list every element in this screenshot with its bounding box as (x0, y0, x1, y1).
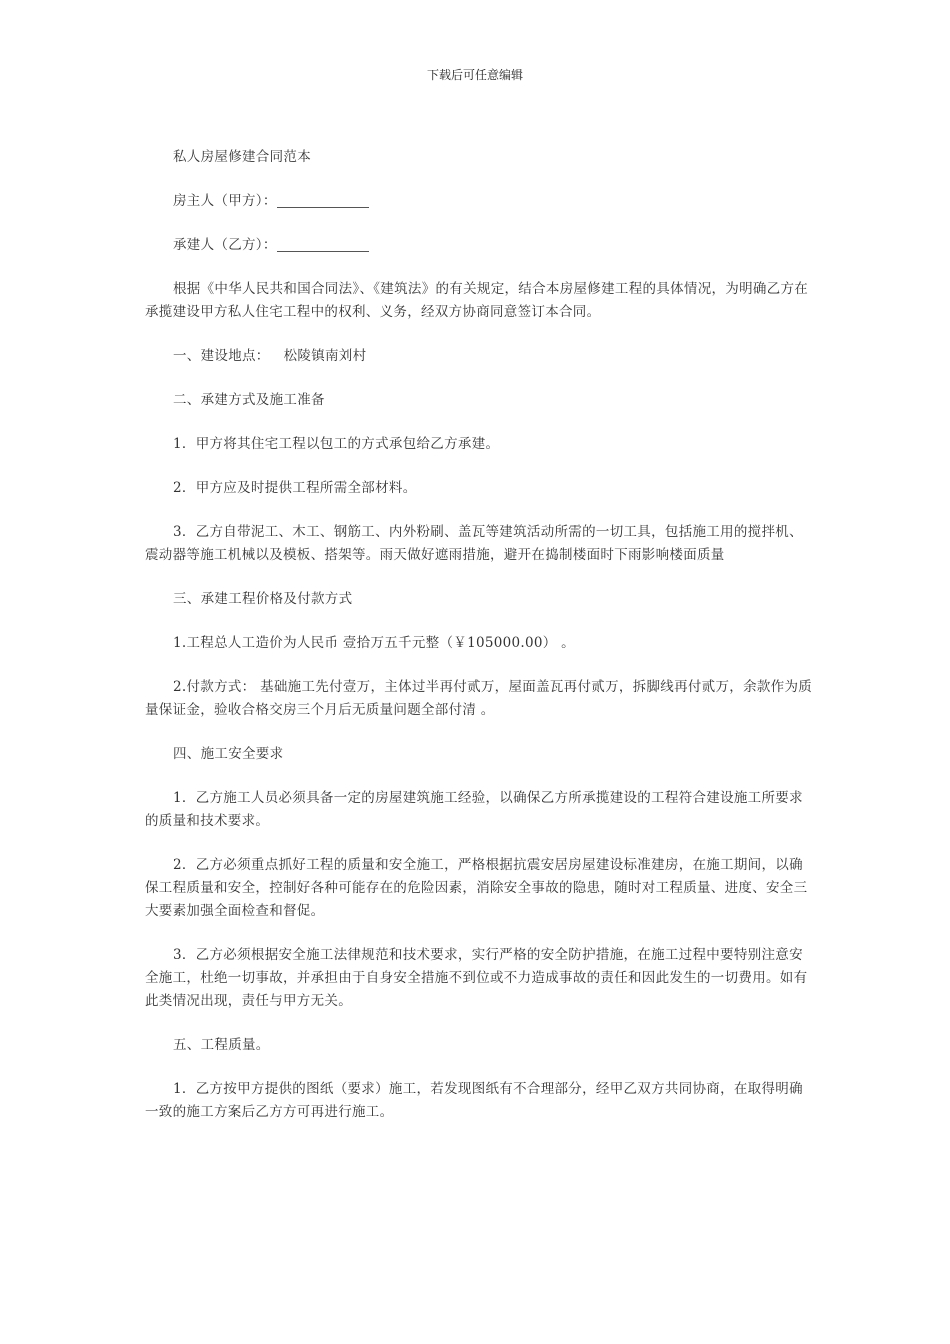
party-b-line (145, 234, 815, 257)
section-2-heading: 二、承建方式及施工准备 (173, 392, 325, 408)
party-a-line (145, 190, 815, 213)
section-3-clause-1: 1.工程总人工造价为人民币 壹拾万五千元整（￥105000.00） 。 (173, 635, 575, 651)
party-a-label: 房主人（甲方）： (173, 193, 277, 209)
section-4-clause-1: 1．乙方施工人员必须具备一定的房屋建筑施工经验，以确保乙方所承揽建设的工程符合建设施工所要求的质量和技术要求。 (145, 790, 803, 829)
section-2-clause-1: 1．甲方将其住宅工程以包工的方式承包给乙方承建。 (173, 436, 500, 452)
party-b-blank (277, 237, 369, 252)
preamble: 根据《中华人民共和国合同法》、《建筑法》的有关规定，结合本房屋修建工程的具体情况，为明确乙方在承揽建设甲方私人住宅工程中的权利、义务，经双方协商同意签订本合同。 (145, 281, 809, 320)
section-3-heading: 三、承建工程价格及付款方式 (173, 591, 353, 607)
section-2-clause-3: 3．乙方自带泥工、木工、钢筋工、内外粉刷、盖瓦等建筑活动所需的一切工具，包括施工用的搅拌机、震动器等施工机械以及模板、搭架等。雨天做好遮雨措施，避开在捣制楼面时下雨影响楼面质量 (145, 524, 803, 563)
party-a-blank (277, 193, 369, 208)
document-title: 私人房屋修建合同范本 (173, 149, 311, 165)
construction-site: 松陵镇南刘村 (283, 348, 367, 364)
section-5-clause-1: 1．乙方按甲方提供的图纸（要求）施工，若发现图纸有不合理部分，经甲乙双方共同协商，在取得明确一致的施工方案后乙方方可再进行施工。 (145, 1081, 803, 1120)
section-4-clause-3: 3．乙方必须根据安全施工法律规范和技术要求，实行严格的安全防护措施，在施工过程中要特别注意安全施工，杜绝一切事故，并承担由于自身安全措施不到位或不力造成事故的责任和因此发生的一切费用。如有此类情况出现，责任与甲方无关。 (145, 947, 808, 1009)
section-1-line (145, 345, 815, 368)
section-5-heading: 五、工程质量。 (173, 1037, 270, 1053)
party-b-label: 承建人（乙方）： (173, 237, 277, 253)
section-4-clause-2: 2．乙方必须重点抓好工程的质量和安全施工，严格根据抗震安居房屋建设标准建房，在施工期间，以确保工程质量和安全，控制好各种可能存在的危险因素，消除安全事故的隐患，随时对工程质量、进度、安全三大要素加强全面检查和督促。 (145, 857, 808, 919)
document-body (145, 146, 815, 1145)
section-1-label: 一、建设地点： (173, 348, 270, 364)
page-header: 下载后可任意编辑 (426, 68, 523, 82)
section-2-clause-2: 2．甲方应及时提供工程所需全部材料。 (173, 480, 417, 496)
section-3-clause-2: 2.付款方式： 基础施工先付壹万，主体过半再付贰万，屋面盖瓦再付贰万，拆脚线再付贰万，余款作为质量保证金，验收合格交房三个月后无质量问题全部付清 。 (145, 679, 813, 718)
section-4-heading: 四、施工安全要求 (173, 746, 284, 762)
